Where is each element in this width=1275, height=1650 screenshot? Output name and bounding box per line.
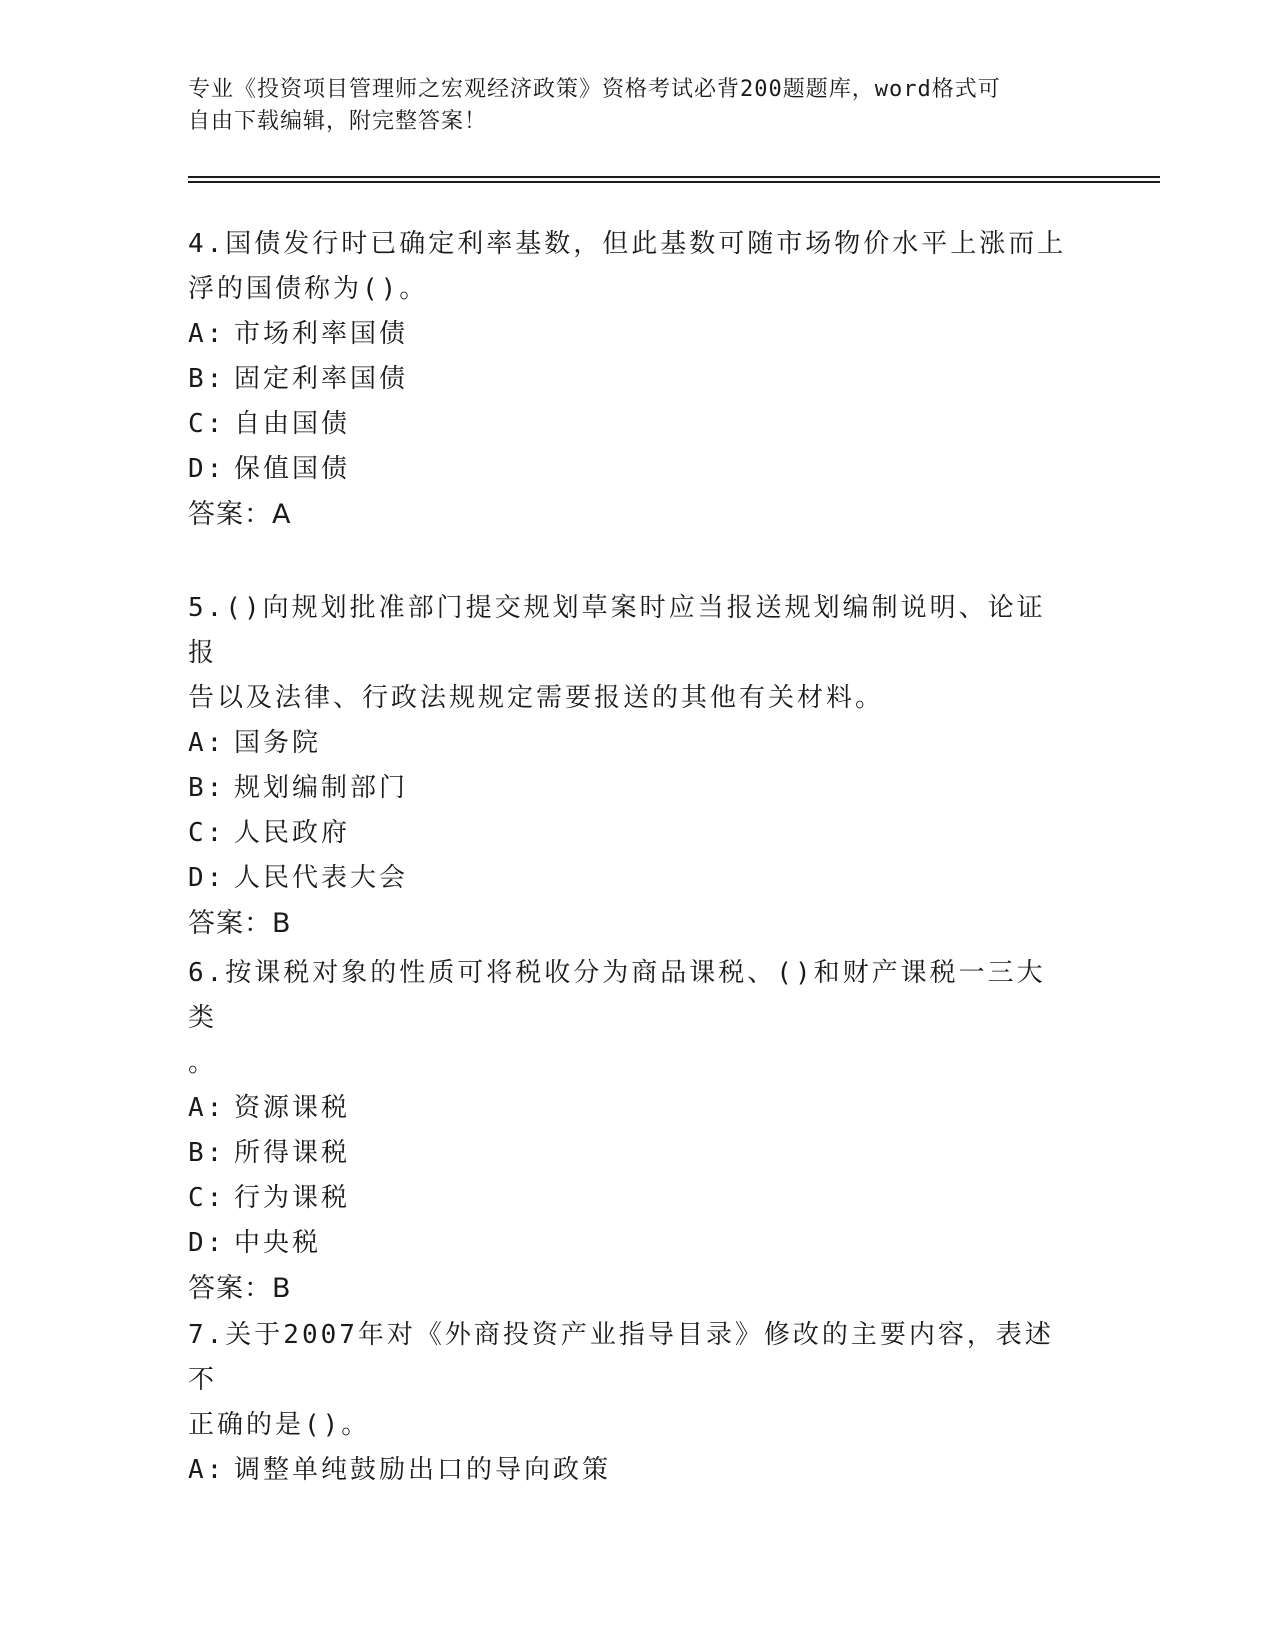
question-stem-line: 。 [188, 1048, 218, 1078]
question-5 [188, 586, 1088, 947]
question-6 [188, 951, 1088, 1312]
question-stem [188, 1313, 1068, 1448]
option-key: C: [188, 409, 226, 439]
option-c [188, 1176, 1088, 1221]
question-stem-line: 浮的国债称为()。 [188, 274, 429, 304]
option-text: 人民代表大会 [234, 863, 409, 893]
option-c [188, 402, 1088, 447]
question-stem [188, 222, 1068, 312]
option-key: D: [188, 863, 226, 893]
question-stem [188, 586, 1068, 721]
option-key: A: [188, 1093, 226, 1123]
answer-line: 答案：B [188, 908, 292, 939]
option-key: A: [188, 1455, 226, 1485]
option-text: 资源课税 [234, 1093, 351, 1123]
option-b [188, 1131, 1088, 1176]
option-text: 保值国债 [234, 454, 351, 484]
option-key: B: [188, 1138, 226, 1168]
option-key: D: [188, 1228, 226, 1258]
header-divider-top [188, 176, 1160, 178]
question-stem [188, 951, 1068, 1086]
question-stem-line: 5.()向规划批准部门提交规划草案时应当报送规划编制说明、论证报 [188, 593, 1046, 668]
document-header [188, 74, 1068, 138]
question-stem-line: 正确的是()。 [188, 1410, 371, 1440]
answer-line: 答案：A [188, 499, 292, 530]
option-a [188, 1448, 1088, 1493]
question-stem-line: 告以及法律、行政法规规定需要报送的其他有关材料。 [188, 683, 885, 713]
question-stem-line: 6.按课税对象的性质可将税收分为商品课税、()和财产课税一三大类 [188, 958, 1046, 1033]
option-key: B: [188, 773, 226, 803]
option-text: 所得课税 [234, 1138, 351, 1168]
option-a [188, 1086, 1088, 1131]
option-key: C: [188, 1183, 226, 1213]
option-d [188, 856, 1088, 901]
option-b [188, 766, 1088, 811]
header-divider-bottom [188, 181, 1160, 183]
option-text: 自由国债 [234, 409, 351, 439]
option-text: 调整单纯鼓励出口的导向政策 [234, 1455, 612, 1485]
option-text: 国务院 [234, 728, 322, 758]
header-line-1: 专业《投资项目管理师之宏观经济政策》资格考试必背200题题库，word格式可 [188, 77, 1001, 102]
option-a [188, 312, 1088, 357]
question-stem-line: 4.国债发行时已确定利率基数，但此基数可随市场物价水平上涨而上 [188, 229, 1067, 259]
option-b [188, 357, 1088, 402]
option-text: 固定利率国债 [234, 364, 409, 394]
answer-line: 答案：B [188, 1273, 292, 1304]
option-a [188, 721, 1088, 766]
option-text: 中央税 [234, 1228, 322, 1258]
option-key: B: [188, 364, 226, 394]
header-line-2: 自由下载编辑，附完整答案！ [188, 109, 488, 134]
option-text: 规划编制部门 [234, 773, 409, 803]
option-text: 行为课税 [234, 1183, 351, 1213]
question-stem-line: 7.关于2007年对《外商投资产业指导目录》修改的主要内容，表述不 [188, 1320, 1054, 1395]
option-text: 人民政府 [234, 818, 351, 848]
option-d [188, 1221, 1088, 1266]
option-key: A: [188, 319, 226, 349]
question-4 [188, 222, 1088, 538]
option-d [188, 447, 1088, 492]
option-key: A: [188, 728, 226, 758]
option-key: D: [188, 454, 226, 484]
option-text: 市场利率国债 [234, 319, 409, 349]
option-key: C: [188, 818, 226, 848]
option-c [188, 811, 1088, 856]
question-7 [188, 1313, 1088, 1493]
